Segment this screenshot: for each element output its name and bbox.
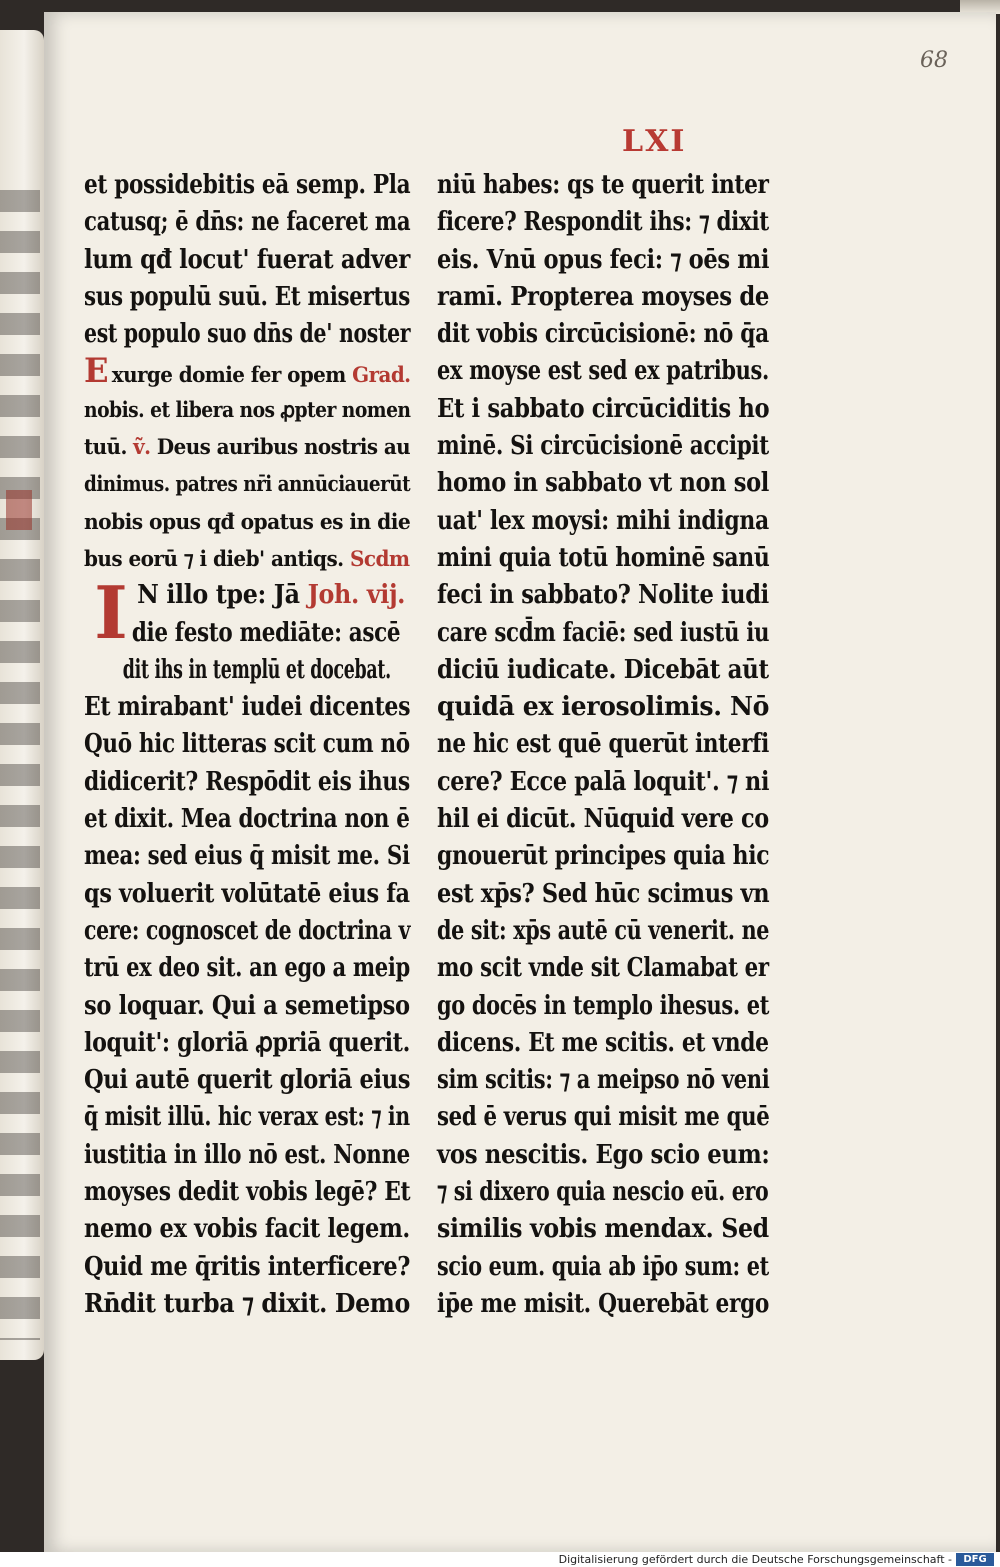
rubric-joh: Joh. vij. xyxy=(307,580,406,611)
text-line: gnouerūt principes quia hic xyxy=(437,841,770,872)
text-line: cere: cognoscet de doctrina v xyxy=(84,915,411,946)
text-line: hil ei dicūt. Nūquid vere co xyxy=(437,804,769,835)
rubric-initial-e: E xyxy=(84,351,109,392)
text-line: diciū iudicate. Dicebāt aūt xyxy=(437,654,769,685)
text-line-versicle xyxy=(84,428,410,465)
text-line: Et mirabant' iudei dicentes xyxy=(84,692,411,723)
text-line: qs voluerit volūtatē eius fa xyxy=(84,878,410,909)
gospel-opening xyxy=(84,570,410,656)
text-line: lum qđ locut' fuerat adver xyxy=(84,244,410,275)
dfg-logo: DFG xyxy=(956,1553,994,1566)
text-line: ramī. Propterea moyses de xyxy=(437,281,770,312)
text-line: dicens. Et me scitis. et vnde xyxy=(437,1027,769,1058)
text-line: quidā ex ierosolimis. Nō xyxy=(437,692,769,723)
versicle-end: bus eorū ⁊ i dieb' antiqs. xyxy=(84,545,344,571)
text-line: feci in sabbato? Nolite iudi xyxy=(437,580,769,611)
versicle-text: Deus auribus nostris au xyxy=(156,434,411,460)
facing-page-rubric-bleed xyxy=(6,490,32,530)
text-line-gospel-start xyxy=(84,577,406,614)
funding-credit: Digitalisierung gefördert durch die Deutsche Forschungsgemeinschaft - xyxy=(558,1553,952,1566)
text-line: similis vobis mendax. Sed xyxy=(437,1214,769,1245)
text-line: cere? Ecce palā loquit'. ⁊ ni xyxy=(437,766,770,797)
text-line: de sit: xp̄s autē cū venerit. ne xyxy=(437,915,770,946)
rubric-grad: Grad. xyxy=(352,362,411,388)
versicle-lead: tuū. xyxy=(84,434,127,460)
text-line: ⁊ si dixero quia nescio eū. ero xyxy=(437,1177,769,1208)
text-line: Quid me q̄ritis interficere? xyxy=(84,1251,411,1282)
text-line: uat' lex moysi: mihi indigna xyxy=(437,505,769,536)
text-line: et dixit. Mea doctrina non ē xyxy=(84,804,410,835)
rubric-scdm: Scdm xyxy=(349,545,410,571)
text-line: loquit': gloriā ꝓpriā querit. xyxy=(84,1027,410,1058)
text-line: eis. Vnū opus feci: ⁊ oēs mi xyxy=(437,244,770,275)
text-line: ip̄e me misit. Querebāt ergo xyxy=(437,1288,770,1319)
text-line: iustitia in illo nō est. Nonne xyxy=(84,1139,410,1170)
text-line: mini quia totū hominē sanū xyxy=(437,542,770,573)
text-line: Rn̄dit turba ⁊ dixit. Demo xyxy=(84,1288,410,1319)
leaf-numeral: LXI xyxy=(622,124,687,159)
text-line: sus populū suū. Et misertus xyxy=(84,281,411,312)
digitization-footer xyxy=(0,1552,1000,1567)
text-line: dit ihs in templū et docebat. xyxy=(122,654,391,685)
text-line: nobis opus qđ opatus es in die xyxy=(84,508,411,534)
text-line: care scd̄m faciē: sed iustū iu xyxy=(437,617,770,648)
text-line-scdm xyxy=(84,540,410,577)
text-line: scio eum. quia ab ip̄o sum: et xyxy=(437,1251,769,1282)
text-line: nemo ex vobis facit legem. xyxy=(84,1214,410,1245)
text-line: ficere? Respondit ihs: ⁊ dixit xyxy=(437,207,769,238)
gradual-incipit: xurge domie fer opem xyxy=(111,362,346,388)
text-line-gradual xyxy=(84,353,410,390)
text-line: didicerit? Respōdit eis ihus xyxy=(84,766,410,797)
text-line: sed ē verus qui misit me quē xyxy=(437,1102,770,1133)
book-page xyxy=(44,12,996,1552)
text-line: homo in sabbato vt non sol xyxy=(437,468,769,499)
text-line: go docēs in templo ihesus. et xyxy=(437,990,770,1021)
text-line: et possidebitis eā semp. Pla xyxy=(84,170,411,200)
text-line: Qui autē querit gloriā eius xyxy=(84,1065,411,1096)
rubric-versicle-mark: ṽ. xyxy=(133,434,151,460)
text-line: est populo suo dn̄s de' noster xyxy=(84,319,411,350)
text-line: moyses dedit vobis legē? Et xyxy=(84,1177,411,1208)
illuminated-initial-i: I xyxy=(94,570,128,656)
text-line: nobis. et libera nos ꝓpter nomen xyxy=(84,396,411,422)
facing-page-edge xyxy=(0,30,44,1360)
text-line: sim scitis: ⁊ a meipso nō veni xyxy=(437,1065,770,1096)
text-line: q̄ misit illū. hic verax est: ⁊ in xyxy=(84,1102,410,1133)
facing-page-text-bleed xyxy=(0,190,40,1340)
text-line: Quō hic litteras scit cum nō xyxy=(84,729,410,760)
gospel-incipit: N illo tpe: Jā xyxy=(137,580,300,611)
text-line: mea: sed eius q̄ misit me. Si xyxy=(84,841,410,872)
text-line: dit vobis circūcisionē: nō q̄a xyxy=(437,319,769,350)
text-line: niū habes: qs te querit inter xyxy=(437,170,769,200)
text-line: trū ex deo sit. an ego a meip xyxy=(84,953,410,984)
text-line: minē. Si circūcisionē accipit xyxy=(437,431,769,462)
text-line: dinimus. patres nr̄i annūciauerūt xyxy=(84,471,411,497)
text-line: vos nescitis. Ego scio eum: xyxy=(437,1139,770,1170)
handwritten-folio-number: 68 xyxy=(920,48,948,73)
text-line: ex moyse est sed ex patribus. xyxy=(437,356,769,387)
text-column-left xyxy=(84,167,410,1323)
text-column-right xyxy=(437,167,769,1323)
text-line: mo scit vnde sit Clamabat er xyxy=(437,953,769,984)
text-line: die festo mediāte: ascē xyxy=(131,617,401,648)
text-line: Et i sabbato circūciditis ho xyxy=(437,393,770,424)
text-line: catusq; ē dn̄s: ne faceret ma xyxy=(84,207,411,238)
text-line: so loquar. Qui a semetipso xyxy=(84,990,410,1021)
text-line: ne hic est quē querūt interfi xyxy=(437,729,769,760)
text-line: est xp̄s? Sed hūc scimus vn xyxy=(437,878,770,909)
